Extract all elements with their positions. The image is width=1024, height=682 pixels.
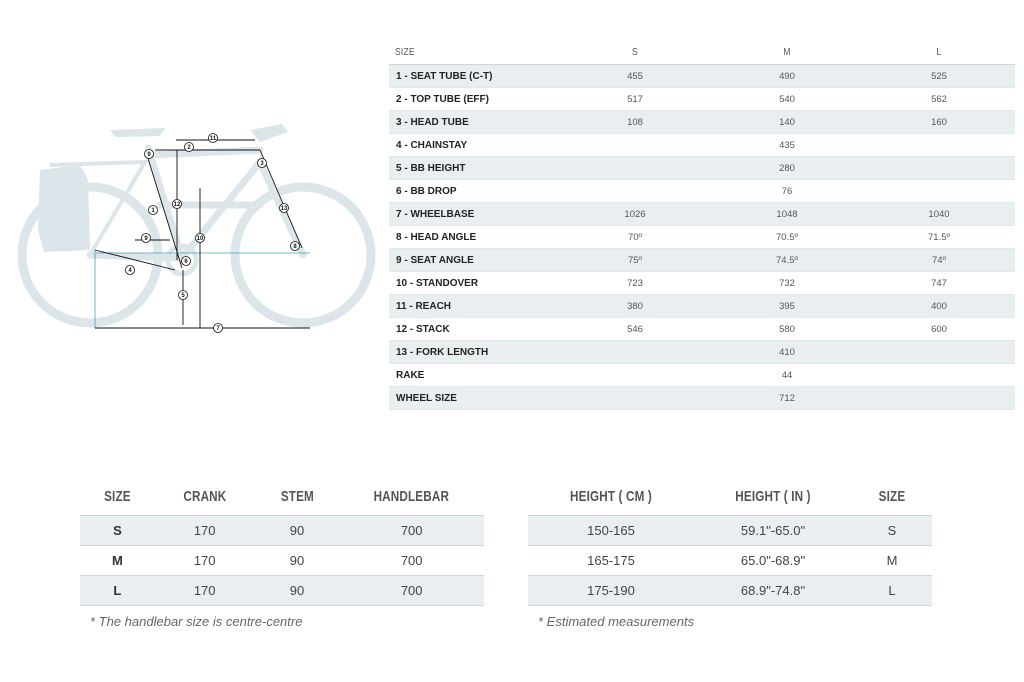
sizing-table	[528, 477, 932, 606]
svg-text:8: 8	[293, 244, 297, 250]
cell-handlebar: 700	[400, 583, 423, 598]
cell-m: 74.5º	[776, 254, 798, 266]
table-row	[389, 134, 1015, 157]
cell-all: 712	[779, 392, 795, 404]
table-row	[389, 65, 1015, 88]
cell-m: 580	[779, 323, 795, 335]
svg-text:5: 5	[181, 293, 185, 299]
svg-text:13: 13	[280, 206, 288, 212]
marker-3	[258, 159, 267, 168]
marker-9-top	[145, 150, 154, 159]
cell-height-in: 65.0"-68.9"	[740, 553, 806, 568]
cell-handlebar: 700	[400, 523, 423, 538]
header-s: S	[632, 46, 638, 58]
header-crank: CRANK	[183, 487, 227, 505]
components-header-row	[80, 477, 484, 516]
cell-m: 70.5º	[776, 231, 798, 243]
svg-text:4: 4	[128, 268, 132, 274]
header-height-cm: HEIGHT ( CM )	[570, 487, 652, 505]
marker-9-bottom	[142, 234, 151, 243]
table-row	[389, 157, 1015, 180]
cell-l: 562	[931, 93, 947, 105]
row-label: 2 - TOP TUBE (EFF)	[396, 93, 489, 105]
cell-s: 455	[627, 70, 643, 82]
table-row	[389, 387, 1015, 410]
marker-6	[182, 257, 191, 266]
row-label: 9 - SEAT ANGLE	[396, 254, 474, 266]
cell-size: S	[113, 523, 122, 538]
svg-text:11: 11	[209, 136, 217, 142]
marker-5	[179, 291, 188, 300]
row-label: RAKE	[396, 369, 425, 381]
cell-l: 525	[931, 70, 947, 82]
cell-l: 71.5º	[928, 231, 950, 243]
cell-s: 517	[627, 93, 643, 105]
saddle	[110, 128, 165, 137]
row-label: 1 - SEAT TUBE (C-T)	[396, 70, 493, 82]
cell-stem: 90	[289, 523, 305, 538]
cell-all: 435	[779, 139, 795, 151]
cell-size: L	[888, 583, 896, 598]
cell-crank: 170	[193, 553, 216, 568]
table-row	[389, 341, 1015, 364]
header-size: SIZE	[394, 46, 415, 58]
table-row	[389, 180, 1015, 203]
cell-m: 1048	[776, 208, 798, 220]
table-row	[80, 546, 484, 576]
cell-m: 490	[779, 70, 795, 82]
cell-s: 380	[627, 300, 643, 312]
svg-text:6: 6	[184, 259, 188, 265]
cell-height-cm: 175-190	[587, 583, 635, 598]
pannier-bag	[38, 165, 90, 252]
cell-l: 600	[931, 323, 947, 335]
svg-text:3: 3	[260, 161, 264, 167]
row-label: 13 - FORK LENGTH	[396, 346, 489, 358]
cell-l: 74º	[931, 254, 947, 266]
row-label: WHEEL SIZE	[396, 392, 457, 404]
cell-all: 280	[779, 162, 795, 174]
row-label: 11 - REACH	[396, 300, 452, 312]
marker-10	[196, 234, 205, 243]
header-size: SIZE	[104, 487, 131, 505]
components-table	[80, 477, 484, 606]
svg-text:9: 9	[147, 152, 151, 158]
table-row	[389, 295, 1015, 318]
table-row	[389, 318, 1015, 341]
cell-l: 747	[931, 277, 947, 289]
handlebar	[250, 124, 288, 142]
marker-13	[280, 204, 289, 213]
cell-l: 1040	[928, 208, 950, 220]
cell-all: 76	[781, 185, 793, 197]
marker-7	[214, 324, 223, 333]
cell-size: M	[111, 553, 123, 568]
header-stem: STEM	[280, 487, 314, 505]
table-row	[389, 226, 1015, 249]
cell-s: 70º	[627, 231, 643, 243]
svg-text:12: 12	[173, 202, 181, 208]
row-label: 6 - BB DROP	[396, 185, 457, 197]
sizing-header-row	[528, 477, 932, 516]
table-row	[528, 576, 932, 606]
cell-m: 140	[779, 116, 795, 128]
cell-all: 410	[779, 346, 795, 358]
cell-m: 732	[779, 277, 795, 289]
marker-11	[209, 134, 218, 143]
row-label: 10 - STANDOVER	[396, 277, 479, 289]
cell-m: 395	[779, 300, 795, 312]
svg-text:10: 10	[196, 236, 204, 242]
table-row	[528, 546, 932, 576]
table-row	[389, 111, 1015, 134]
cell-l: 160	[931, 116, 947, 128]
row-label: 12 - STACK	[396, 323, 450, 335]
geometry-header-row	[389, 40, 1015, 65]
cell-s: 108	[627, 116, 643, 128]
cell-crank: 170	[193, 583, 216, 598]
table-row	[80, 516, 484, 546]
cell-height-cm: 150-165	[587, 523, 635, 538]
svg-text:7: 7	[216, 326, 220, 332]
cell-height-in: 68.9"-74.8"	[740, 583, 806, 598]
cell-height-in: 59.1"-65.0"	[740, 523, 806, 538]
table-row	[389, 272, 1015, 295]
cell-s: 723	[627, 277, 643, 289]
cell-size: M	[886, 553, 898, 568]
bike-geometry-diagram	[10, 110, 385, 340]
cell-s: 546	[627, 323, 643, 335]
table-row	[389, 203, 1015, 226]
header-height-in: HEIGHT ( IN )	[735, 487, 811, 505]
header-m: M	[783, 46, 791, 58]
cell-s: 1026	[624, 208, 646, 220]
cell-m: 540	[779, 93, 795, 105]
row-label: 5 - BB HEIGHT	[396, 162, 466, 174]
table-row	[389, 249, 1015, 272]
cell-stem: 90	[289, 583, 305, 598]
marker-8	[291, 242, 300, 251]
header-size: SIZE	[878, 487, 906, 505]
geometry-table	[389, 40, 1015, 410]
header-l: L	[936, 46, 942, 58]
marker-2	[185, 143, 194, 152]
table-row	[389, 364, 1015, 387]
marker-4	[126, 266, 135, 275]
cell-height-cm: 165-175	[587, 553, 635, 568]
cell-size: L	[113, 583, 122, 598]
svg-text:2: 2	[187, 145, 191, 151]
sizing-note: * Estimated measurements	[538, 614, 695, 629]
table-row	[389, 88, 1015, 111]
row-label: 7 - WHEELBASE	[396, 208, 475, 220]
cell-crank: 170	[193, 523, 216, 538]
cell-l: 400	[931, 300, 947, 312]
cell-stem: 90	[289, 553, 305, 568]
row-label: 8 - HEAD ANGLE	[396, 231, 477, 243]
header-handlebar: HANDLEBAR	[373, 487, 450, 505]
cell-handlebar: 700	[400, 553, 423, 568]
row-label: 4 - CHAINSTAY	[396, 139, 468, 151]
components-note: * The handlebar size is centre-centre	[90, 614, 303, 629]
cell-size: S	[887, 523, 897, 538]
svg-text:9: 9	[144, 236, 148, 242]
cell-s: 75º	[627, 254, 643, 266]
cell-all: 44	[781, 369, 793, 381]
marker-1	[149, 206, 158, 215]
table-row	[528, 516, 932, 546]
marker-12	[173, 200, 182, 209]
row-label: 3 - HEAD TUBE	[396, 116, 469, 128]
svg-text:1: 1	[151, 208, 155, 214]
table-row	[80, 576, 484, 606]
